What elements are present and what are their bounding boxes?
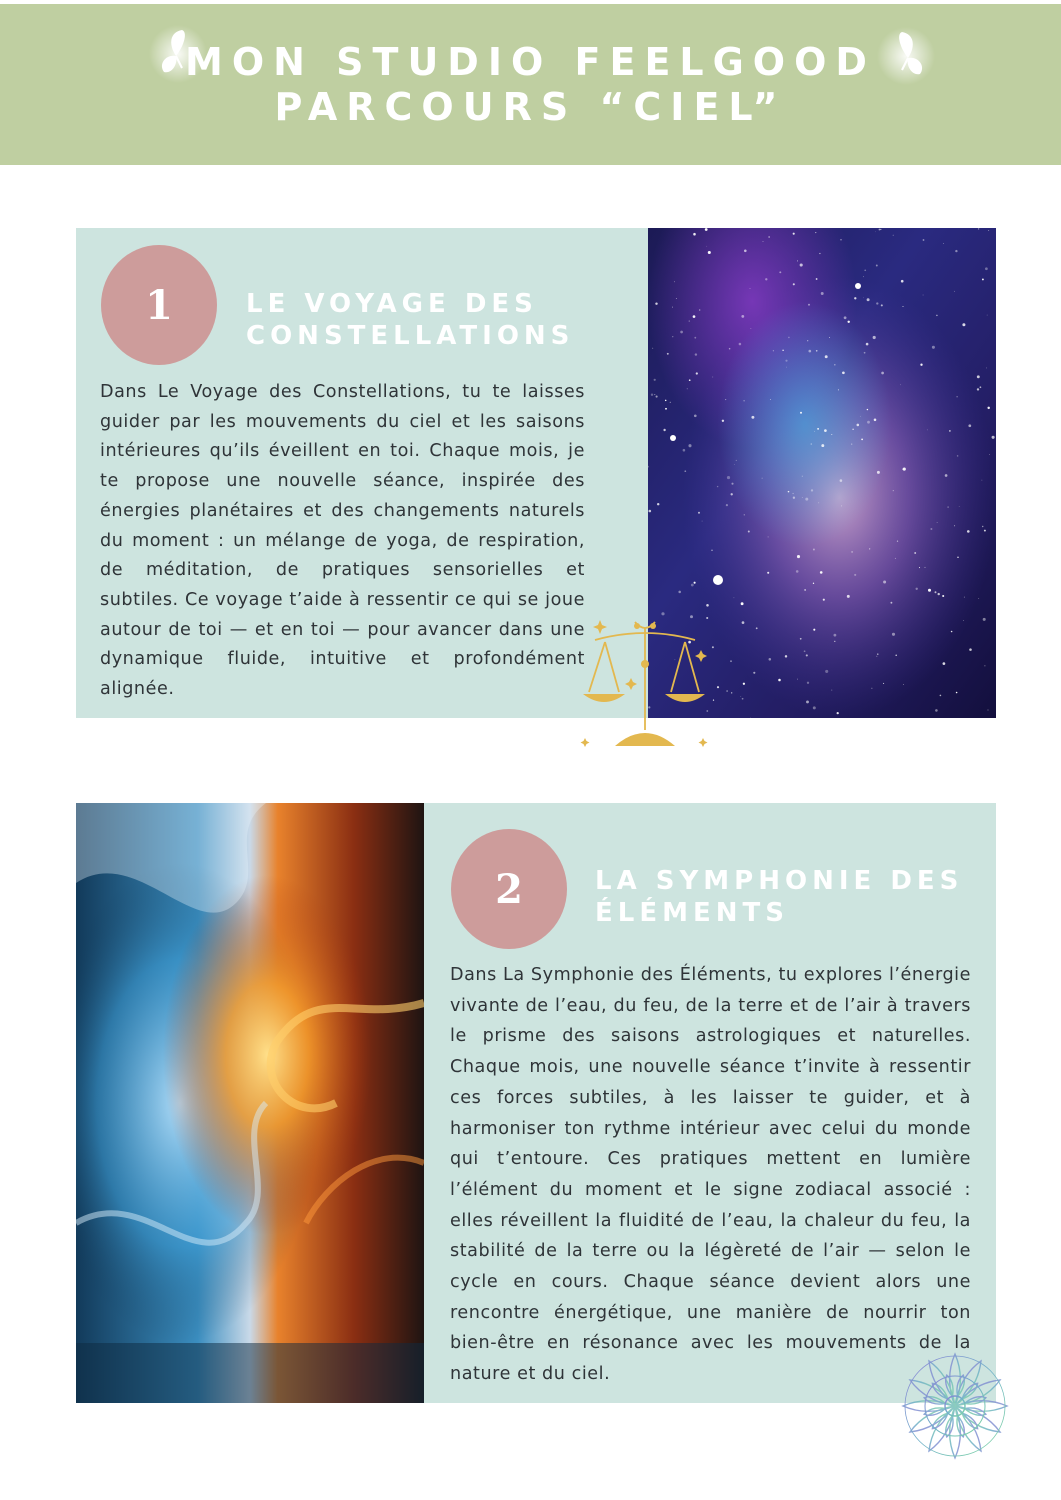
water-fire-image <box>76 803 424 1403</box>
section-1-title <box>246 288 636 352</box>
libra-scale-icon <box>575 612 715 754</box>
section-2-title-line-1: LA SYMPHONIE DES <box>595 866 964 896</box>
section-2-title-line-2: ÉLÉMENTS <box>595 898 789 928</box>
section-1-body: Dans Le Voyage des Constellations, tu te laisses guider par les mouvements du ciel et les saisons intérieures qu’ils éveillent en toi. Chaque mois, je te propose une nouvelle séance, inspirée des énergies planétaires et des changements naturels du moment : un mélange de yoga, de respiration, de méditation, de pratiques sensorielles et subtiles. Ce voyage t’aide à ressentir ce qui se joue autour de toi — et en toi — pour avancer dans une dynamique fluide, intuitive et profondément alignée. <box>100 382 585 700</box>
title-line-2: PARCOURS “CIEL” <box>274 85 787 129</box>
section-2-title <box>595 865 985 929</box>
section-1-number-badge: 1 <box>101 245 217 365</box>
mandala-icon <box>880 1336 1030 1476</box>
section-2-body: Dans La Symphonie des Éléments, tu explores l’énergie vivante de l’eau, du feu, de la terre et de l’air à travers le prisme des saisons astrologiques et naturelles. Chaque mois, une nouvelle séance t’invite à ressentir ces forces subtiles, à les laisser te guider, et à harmoniser ton rythme intérieur avec celui du monde qui t’entoure. Ces pratiques mettent en lumière l’élément du moment et le signe zodiacal associé : elles réveillent la fluidité de l’eau, la chaleur du feu, la stabilité de la terre ou la légèreté de l’air — selon le cycle en cours. Chaque séance devient alors une rencontre énergétique, une manière de nourrir ton bien-être en résonance avec les mouvements de la nature et du ciel. <box>450 965 971 1385</box>
title-line-1: MON STUDIO FEELGOOD <box>185 40 876 84</box>
section-1-title-line-1: LE VOYAGE DES <box>246 289 538 319</box>
header-banner <box>0 4 1061 165</box>
page-title <box>0 40 1061 130</box>
section-2-number-badge: 2 <box>451 829 567 949</box>
section-1-title-line-2: CONSTELLATIONS <box>246 321 575 351</box>
